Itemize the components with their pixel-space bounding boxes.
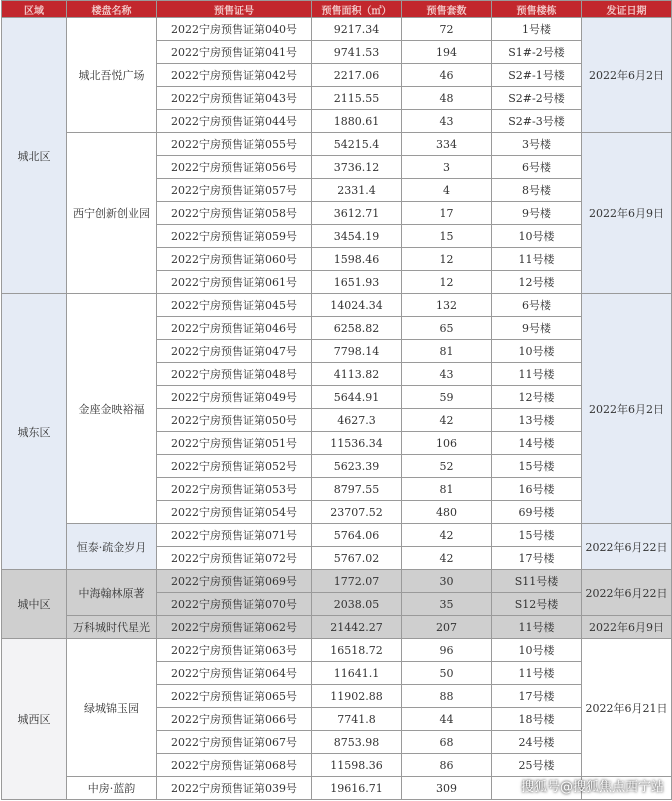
cert-cell: 2022宁房预售证第055号 [157,133,312,156]
units-cell: 44 [402,708,492,731]
area-cell: 城东区 [2,294,67,570]
units-cell: 96 [402,639,492,662]
cert-cell: 2022宁房预售证第059号 [157,225,312,248]
building-cell: 10号楼 [492,225,582,248]
cert-cell: 2022宁房预售证第056号 [157,156,312,179]
cert-cell: 2022宁房预售证第047号 [157,340,312,363]
building-cell: 15号楼 [492,524,582,547]
table-row [2,639,672,662]
date-cell: 2022年6月2日 [582,294,672,524]
units-cell: 106 [402,432,492,455]
units-cell: 194 [402,41,492,64]
size-cell: 2217.06 [312,64,402,87]
building-cell: 8号楼 [492,179,582,202]
building-cell: S1#-2号楼 [492,41,582,64]
building-cell: 12号楼 [492,271,582,294]
table-row [2,294,672,317]
table-row [2,616,672,639]
units-cell: 81 [402,340,492,363]
building-cell: 6号楼 [492,156,582,179]
project-cell: 城北吾悦广场 [67,18,157,133]
date-cell: 2022年6月9日 [582,616,672,639]
project-cell: 万科城时代星光 [67,616,157,639]
size-cell: 5644.91 [312,386,402,409]
units-cell: 3 [402,156,492,179]
size-cell: 14024.34 [312,294,402,317]
size-cell: 4113.82 [312,363,402,386]
size-cell: 8753.98 [312,731,402,754]
building-cell: 3号楼 [492,133,582,156]
units-cell: 12 [402,271,492,294]
size-cell: 8797.55 [312,478,402,501]
units-cell: 132 [402,294,492,317]
units-cell: 81 [402,478,492,501]
size-cell: 9741.53 [312,41,402,64]
units-cell: 46 [402,64,492,87]
cert-cell: 2022宁房预售证第066号 [157,708,312,731]
area-cell: 城中区 [2,570,67,639]
size-cell: 1772.07 [312,570,402,593]
units-cell: 12 [402,248,492,271]
building-cell: 11号楼 [492,616,582,639]
cert-cell: 2022宁房预售证第058号 [157,202,312,225]
size-cell: 2331.4 [312,179,402,202]
building-cell: 9号楼 [492,202,582,225]
size-cell: 3612.71 [312,202,402,225]
cert-cell: 2022宁房预售证第060号 [157,248,312,271]
size-cell: 23707.52 [312,501,402,524]
cert-cell: 2022宁房预售证第063号 [157,639,312,662]
table-row [2,133,672,156]
building-cell: 25号楼 [492,754,582,777]
units-cell: 42 [402,547,492,570]
units-cell: 50 [402,662,492,685]
cert-cell: 2022宁房预售证第049号 [157,386,312,409]
building-cell: 15号楼 [492,455,582,478]
size-cell: 9217.34 [312,18,402,41]
cert-cell: 2022宁房预售证第071号 [157,524,312,547]
cert-cell: 2022宁房预售证第040号 [157,18,312,41]
cert-cell: 2022宁房预售证第057号 [157,179,312,202]
units-cell: 15 [402,225,492,248]
building-cell: S2#-2号楼 [492,87,582,110]
units-cell: 4 [402,179,492,202]
table-header-row [2,1,672,18]
building-cell: 17号楼 [492,547,582,570]
units-cell: 86 [402,754,492,777]
building-cell: 16号楼 [492,478,582,501]
building-cell: 10号楼 [492,639,582,662]
size-cell: 5623.39 [312,455,402,478]
cert-cell: 2022宁房预售证第064号 [157,662,312,685]
size-cell: 21442.27 [312,616,402,639]
units-cell: 207 [402,616,492,639]
size-cell: 4627.3 [312,409,402,432]
units-cell: 68 [402,731,492,754]
size-cell: 7741.8 [312,708,402,731]
size-cell: 3454.19 [312,225,402,248]
cert-cell: 2022宁房预售证第041号 [157,41,312,64]
units-cell: 35 [402,593,492,616]
building-cell: 9号楼 [492,317,582,340]
size-cell: 2038.05 [312,593,402,616]
cert-cell: 2022宁房预售证第046号 [157,317,312,340]
units-cell: 334 [402,133,492,156]
size-cell: 3736.12 [312,156,402,179]
size-cell: 11641.1 [312,662,402,685]
cert-cell: 2022宁房预售证第068号 [157,754,312,777]
col-header-cert: 预售证号 [157,1,312,18]
size-cell: 1651.93 [312,271,402,294]
cert-cell: 2022宁房预售证第048号 [157,363,312,386]
cert-cell: 2022宁房预售证第042号 [157,64,312,87]
col-header-date: 发证日期 [582,1,672,18]
size-cell: 6258.82 [312,317,402,340]
table-row [2,18,672,41]
col-header-units: 预售套数 [402,1,492,18]
presale-permit-table [1,0,672,800]
building-cell: S11号楼 [492,570,582,593]
size-cell: 1598.46 [312,248,402,271]
building-cell: 17号楼 [492,685,582,708]
building-cell: 18号楼 [492,708,582,731]
building-cell: S2#-3号楼 [492,110,582,133]
cert-cell: 2022宁房预售证第070号 [157,593,312,616]
date-cell: 2022年6月22日 [582,570,672,616]
table-row [2,570,672,593]
units-cell: 309 [402,777,492,800]
building-cell: 13号楼 [492,409,582,432]
source-watermark: 搜狐号@搜狐焦点西宁站 [520,780,664,795]
cert-cell: 2022宁房预售证第050号 [157,409,312,432]
cert-cell: 2022宁房预售证第061号 [157,271,312,294]
project-cell: 恒泰·疏金岁月 [67,524,157,570]
cert-cell: 2022宁房预售证第039号 [157,777,312,800]
cert-cell: 2022宁房预售证第053号 [157,478,312,501]
units-cell: 42 [402,409,492,432]
date-cell: 2022年6月21日 [582,639,672,777]
building-cell: 10号楼 [492,340,582,363]
cert-cell: 2022宁房预售证第062号 [157,616,312,639]
date-cell: 2022年6月9日 [582,133,672,294]
size-cell: 19616.71 [312,777,402,800]
size-cell: 54215.4 [312,133,402,156]
units-cell: 30 [402,570,492,593]
building-cell: 24号楼 [492,731,582,754]
building-cell: 11号楼 [492,363,582,386]
size-cell: 11536.34 [312,432,402,455]
units-cell: 52 [402,455,492,478]
building-cell: 6号楼 [492,294,582,317]
cert-cell: 2022宁房预售证第069号 [157,570,312,593]
cert-cell: 2022宁房预售证第052号 [157,455,312,478]
building-cell: 14号楼 [492,432,582,455]
units-cell: 42 [402,524,492,547]
building-cell: 12号楼 [492,386,582,409]
units-cell: 43 [402,110,492,133]
project-cell: 中海翰林原著 [67,570,157,616]
building-cell: S12号楼 [492,593,582,616]
date-cell: 2022年6月2日 [582,18,672,133]
size-cell: 2115.55 [312,87,402,110]
cert-cell: 2022宁房预售证第045号 [157,294,312,317]
cert-cell: 2022宁房预售证第067号 [157,731,312,754]
building-cell: 1号楼 [492,18,582,41]
building-cell: 11号楼 [492,248,582,271]
size-cell: 11598.36 [312,754,402,777]
building-cell: 69号楼 [492,501,582,524]
cert-cell: 2022宁房预售证第051号 [157,432,312,455]
size-cell: 11902.88 [312,685,402,708]
cert-cell: 2022宁房预售证第065号 [157,685,312,708]
area-cell: 城北区 [2,18,67,294]
col-header-building: 预售楼栋 [492,1,582,18]
cert-cell: 2022宁房预售证第054号 [157,501,312,524]
project-cell: 中房·蓝韵 [67,777,157,800]
size-cell: 5764.06 [312,524,402,547]
units-cell: 65 [402,317,492,340]
building-cell: 11号楼 [492,662,582,685]
col-header-area: 区域 [2,1,67,18]
size-cell: 16518.72 [312,639,402,662]
units-cell: 17 [402,202,492,225]
col-header-project: 楼盘名称 [67,1,157,18]
building-cell: S2#-1号楼 [492,64,582,87]
col-header-size: 预售面积（㎡） [312,1,402,18]
cert-cell: 2022宁房预售证第043号 [157,87,312,110]
area-cell: 城西区 [2,639,67,800]
table-row [2,524,672,547]
project-cell: 绿城锦玉园 [67,639,157,777]
units-cell: 59 [402,386,492,409]
cert-cell: 2022宁房预售证第072号 [157,547,312,570]
units-cell: 48 [402,87,492,110]
units-cell: 43 [402,363,492,386]
project-cell: 西宁创新创业园 [67,133,157,294]
cert-cell: 2022宁房预售证第044号 [157,110,312,133]
size-cell: 1880.61 [312,110,402,133]
size-cell: 5767.02 [312,547,402,570]
units-cell: 88 [402,685,492,708]
project-cell: 金座金映裕福 [67,294,157,524]
units-cell: 72 [402,18,492,41]
date-cell: 2022年6月22日 [582,524,672,570]
size-cell: 7798.14 [312,340,402,363]
units-cell: 480 [402,501,492,524]
